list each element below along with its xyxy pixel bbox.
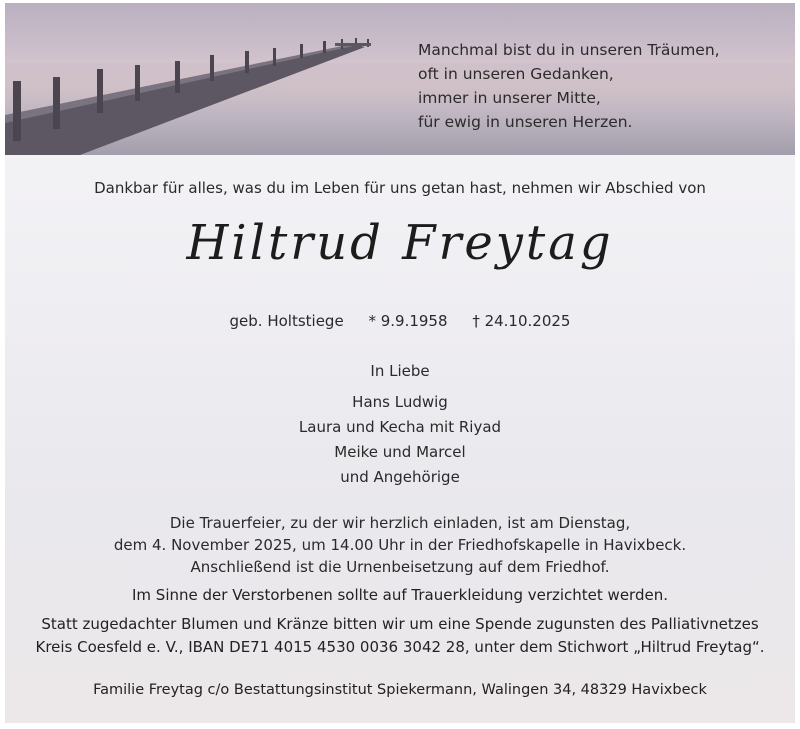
memorial-poem xyxy=(418,38,788,134)
donation-line: Kreis Coesfeld e. V., IBAN DE71 4015 4530 0036 3042 28, unter dem Stichwort „Hiltrud Freytag“. xyxy=(35,638,765,656)
ceremony-details xyxy=(5,512,795,578)
poem-line: immer in unserer Mitte, xyxy=(418,89,601,107)
mourner-name: Laura und Kecha mit Riyad xyxy=(298,418,502,436)
donation-line: Statt zugedachter Blumen und Kränze bitten wir um eine Spende zugunsten des Palliativnetzes xyxy=(41,615,759,633)
footer-address: Familie Freytag c/o Bestattungsinstitut Spiekermann, Walingen 34, 48329 Havixbeck xyxy=(93,682,707,698)
life-dates xyxy=(5,312,795,330)
death-date: † 24.10.2025 xyxy=(472,312,571,330)
birth-date: * 9.9.1958 xyxy=(368,312,448,330)
mourner-name: und Angehörige xyxy=(340,468,460,486)
ceremony-line: Anschließend ist die Urnenbeisetzung auf dem Friedhof. xyxy=(190,558,610,576)
birth-name: geb. Holtstiege xyxy=(229,312,344,330)
deceased-name: Hiltrud Freytag xyxy=(186,215,614,271)
mourner-name: Meike und Marcel xyxy=(334,443,466,461)
poem-line: für ewig in unseren Herzen. xyxy=(418,113,633,131)
intro-text: Dankbar für alles, was du im Leben für uns getan hast, nehmen wir Abschied von xyxy=(94,179,706,197)
mourner-name: Hans Ludwig xyxy=(352,393,448,411)
poem-line: Manchmal bist du in unseren Träumen, xyxy=(418,41,720,59)
ceremony-line: dem 4. November 2025, um 14.00 Uhr in der Friedhofskapelle in Havixbeck. xyxy=(113,536,687,554)
mourners-list xyxy=(5,359,795,490)
mourners-heading: In Liebe xyxy=(370,362,430,380)
ceremony-line: Die Trauerfeier, zu der wir herzlich einladen, ist am Dienstag, xyxy=(169,514,631,532)
obituary-card xyxy=(5,3,795,723)
dress-note: Im Sinne der Verstorbenen sollte auf Trauerkleidung verzichtet werden. xyxy=(132,586,668,604)
poem-line: oft in unseren Gedanken, xyxy=(418,65,614,83)
